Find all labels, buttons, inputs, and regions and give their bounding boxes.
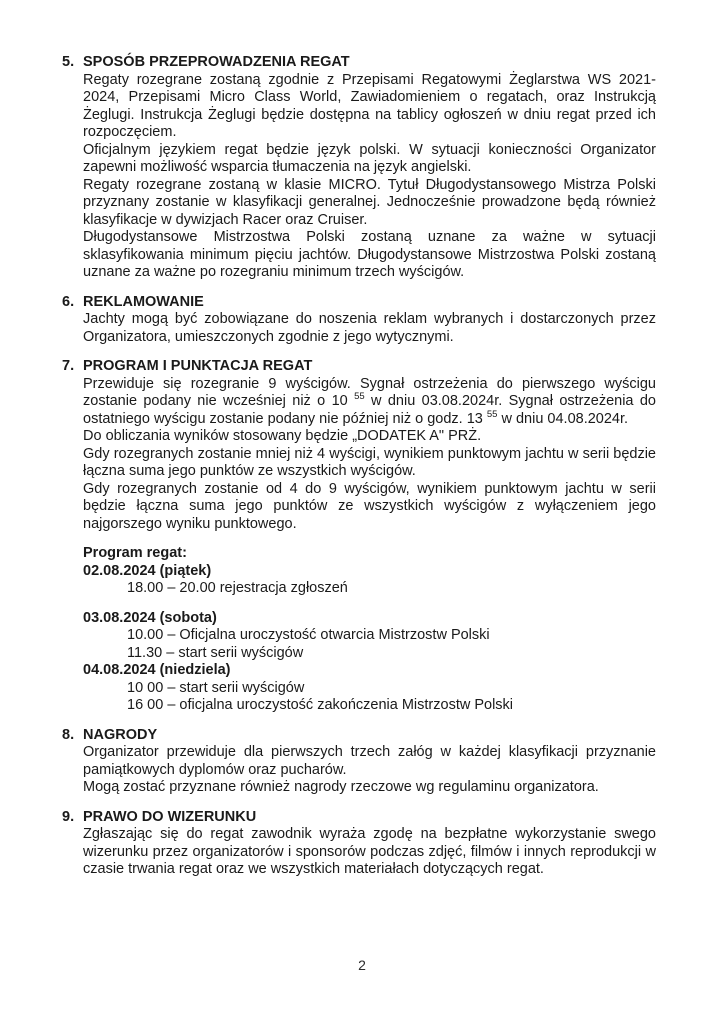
paragraph: Długodystansowe Mistrzostwa Polski zostaną uznane za ważne w sytuacji sklasyfikowania minimum pięciu jachtów. Długodystansowe Mistrzostwa Polski zostaną uznane za ważne po rozegraniu minimum trzech wyścigów. <box>83 229 656 280</box>
program-day-date: 02.08.2024 (piątek) <box>83 562 212 579</box>
paragraph-text: Przewiduje się rozegranie 9 wyścigów. Sygnał ostrzeżenia do pierwszego wyścigu zostanie podany nie wcześniej niż o 10 <box>83 375 656 409</box>
page-number: 2 <box>358 957 366 973</box>
paragraph: Zgłaszając się do regat zawodnik wyraża zgodę na bezpłatne wykorzystanie swego wizerunku przez organizatorów i sponsorów podczas zdjęć, filmów i innych reprodukcji w czasie trwania regat oraz we wszystkich materiałach dotyczących regat. <box>83 826 656 877</box>
superscript-minutes: 55 <box>354 391 365 403</box>
section-body <box>83 744 656 797</box>
paragraph: Gdy rozegranych zostanie od 4 do 9 wyścigów, wynikiem punktowym jachtu w serii będzie łączna suma jego punktów ze wszystkich wyścigów z wyłączeniem jego najgorszego wyniku punktowego. <box>83 480 656 532</box>
section-nagrody <box>62 727 656 797</box>
paragraph: Do obliczania wyników stosowany będzie „DODATEK A" PRŻ. <box>83 428 482 444</box>
section-reklamowanie <box>62 294 656 347</box>
section-body <box>83 826 656 879</box>
section-number: 9. <box>62 808 75 825</box>
program-heading: Program regat: <box>83 545 187 561</box>
program-item: 10 00 – start serii wyścigów <box>127 679 305 696</box>
paragraph-text: w dniu 04.08.2024r. <box>497 410 629 427</box>
program-item: 16 00 – oficjalna uroczystość zakończenia Mistrzostw Polski <box>127 697 514 713</box>
program-days <box>83 563 656 715</box>
paragraph: Gdy rozegranych zostanie mniej niż 4 wyścigi, wynikiem punktowym jachtu w serii będzie łączna suma jego punktów ze wszystkich wyścigów. <box>83 445 656 479</box>
section-heading <box>62 294 656 312</box>
section-number: 5. <box>62 54 75 70</box>
section-program-i-punktacja-regat <box>62 358 656 715</box>
section-title: PROGRAM I PUNKTACJA REGAT <box>83 358 313 374</box>
section-body <box>83 376 656 715</box>
paragraph: Regaty rozegrane zostaną w klasie MICRO. Tytuł Długodystansowego Mistrza Polski przyznany zostanie w klasyfikacji generalnej. Jednocześnie prowadzone będą również klasyfikacje w dywizjach Racer oraz Cruiser. <box>83 176 656 228</box>
section-heading <box>62 727 656 745</box>
program-day-date: 03.08.2024 (sobota) <box>83 609 217 626</box>
paragraph: Jachty mogą być zobowiązane do noszenia reklam wybranych i dostarczonych przez Organizatora, umieszczonych zgodnie z jego wytycznymi. <box>83 311 656 345</box>
section-body <box>83 72 656 282</box>
paragraph: Mogą zostać przyznane również nagrody rzeczowe wg regulaminu organizatora. <box>83 779 599 795</box>
section-number: 7. <box>62 358 75 374</box>
section-title: NAGRODY <box>83 726 158 743</box>
section-heading <box>62 809 656 827</box>
section-number: 6. <box>62 293 75 310</box>
section-heading <box>62 358 656 376</box>
paragraph-text: w dniu 03.08.2024r. Sygnał ostrzeżenia do ostatniego wyścigu zostanie podany nie później niż o godz. 13 <box>83 393 656 427</box>
paragraph: Oficjalnym językiem regat będzie język polski. W sytuacji konieczności Organizator zapewni możliwość wsparcia tłumaczenia na język angielski. <box>83 141 656 175</box>
program-day-saturday <box>83 610 656 663</box>
section-prawo-do-wizerunku <box>62 809 656 879</box>
section-number: 8. <box>62 726 75 743</box>
paragraph: Regaty rozegrane zostaną zgodnie z Przepisami Regatowymi Żeglarstwa WS 2021-2024, Przepisami Micro Class World, Zawiadomieniem o regatach, oraz Instrukcją Żeglugi. Instrukcja Żeglugi będzie dostępna na tablicy ogłoszeń w dniu regat przed ich rozpoczęciem. <box>83 71 656 140</box>
superscript-minutes: 55 <box>486 408 498 420</box>
section-title: REKLAMOWANIE <box>83 293 204 310</box>
section-body <box>83 311 656 346</box>
program-day-date: 04.08.2024 (niedziela) <box>83 662 231 678</box>
section-sposob-przeprowadzenia-regat <box>62 54 656 282</box>
program-item: 10.00 – Oficjalna uroczystość otwarcia Mistrzostw Polski <box>127 627 490 643</box>
program-item: 11.30 – start serii wyścigów <box>127 644 304 661</box>
section-title: PRAWO DO WIZERUNKU <box>83 808 257 825</box>
program-regat <box>83 545 656 715</box>
program-item: 18.00 – 20.00 rejestracja zgłoszeń <box>127 580 348 596</box>
section-heading <box>62 54 656 72</box>
program-day-sunday <box>83 662 656 715</box>
section-title: SPOSÓB PRZEPROWADZENIA REGAT <box>83 54 350 70</box>
program-day-friday <box>83 563 656 598</box>
paragraph: Organizator przewiduje dla pierwszych trzech załóg w każdej klasyfikacji przyznanie pamiątkowych dyplomów oraz pucharów. <box>83 744 656 778</box>
paragraph-with-superscripts <box>83 376 656 429</box>
